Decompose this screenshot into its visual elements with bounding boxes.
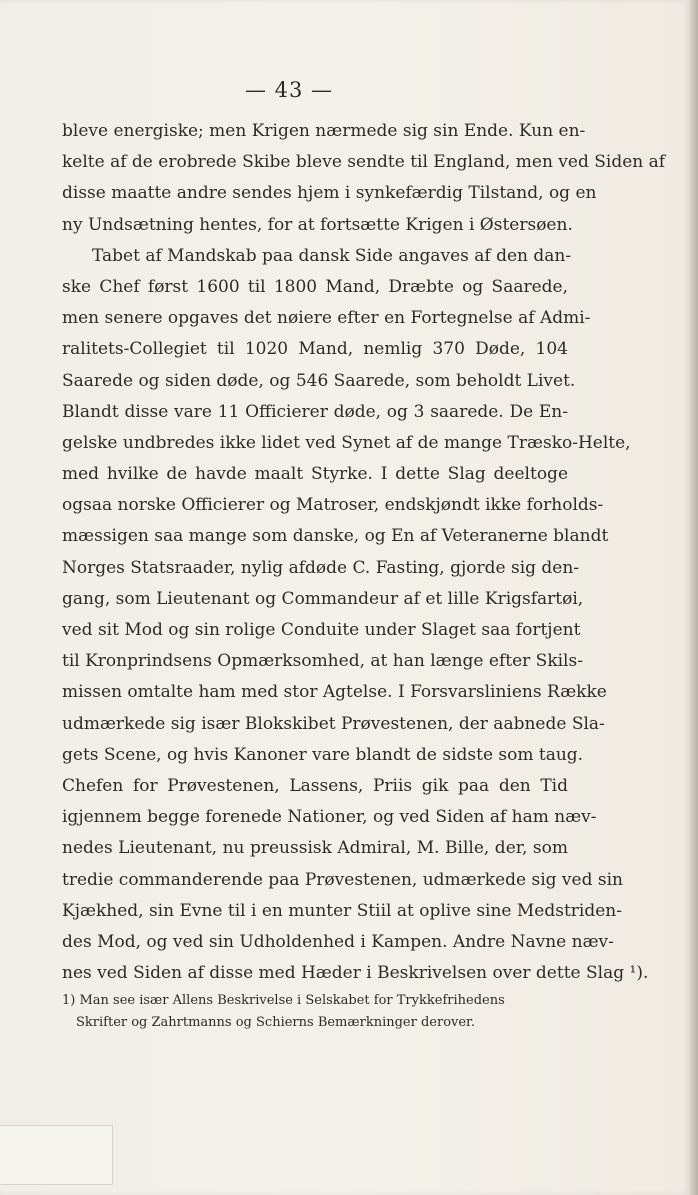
text-line: til Kronprindsens Opmærksomhed, at han længe efter Skils-: [62, 651, 583, 672]
text-line: ny Undsætning hentes, for at fortsætte Krigen i Østersøen.: [62, 214, 573, 235]
footnote-line: Skrifter og Zahrtmanns og Schierns Bemærkninger derover.: [76, 1015, 475, 1030]
text-line: nes ved Siden af disse med Hæder i Beskrivelsen over dette Slag ¹).: [62, 963, 649, 984]
text-line: missen omtalte ham med stor Agtelse. I Forsvarsliniens Række: [62, 682, 607, 703]
footnote-line: 1) Man see især Allens Beskrivelse i Selskabet for Trykkefrihedens: [62, 993, 505, 1008]
text-line: Norges Statsraader, nylig afdøde C. Fasting, gjorde sig den-: [62, 557, 580, 578]
text-line: Tabet af Mandskab paa dansk Side angaves af den dan-: [92, 245, 572, 266]
text-line: ogsaa norske Officierer og Matroser, endskjøndt ikke forholds-: [62, 495, 604, 516]
body-text: [62, 116, 666, 989]
text-line: des Mod, og ved sin Udholdenhed i Kampen. Andre Navne næv-: [62, 931, 614, 952]
text-line: disse maatte andre sendes hjem i synkefærdig Tilstand, og en: [62, 183, 597, 204]
text-line: men senere opgaves det nøiere efter en Fortegnelse af Admi-: [62, 308, 591, 329]
text-line: kelte af de erobrede Skibe bleve sendte til England, men ved Siden af: [62, 152, 666, 173]
text-line: ralitets-Collegiet til 1020 Mand, nemlig 370 Døde, 104: [62, 339, 568, 360]
text-line: Saarede og siden døde, og 546 Saarede, som beholdt Livet.: [62, 370, 576, 391]
text-line: tredie commanderende paa Prøvestenen, udmærkede sig ved sin: [62, 869, 623, 890]
text-line: gets Scene, og hvis Kanoner vare blandt de sidste som taug.: [62, 744, 584, 765]
text-line: udmærkede sig især Blokskibet Prøvestenen, der aabnede Sla-: [62, 713, 605, 734]
page-edge: [690, 0, 698, 1195]
text-line: gelske undbredes ikke lidet ved Synet af de mange Træsko-Helte,: [62, 432, 631, 453]
text-line: Blandt disse vare 11 Officierer døde, og 3 saarede. De En-: [62, 401, 568, 422]
text-line: nedes Lieutenant, nu preussisk Admiral, M. Bille, der, som: [62, 838, 568, 859]
text-line: mæssigen saa mange som danske, og En af Veteranerne blandt: [62, 526, 609, 547]
text-line: gang, som Lieutenant og Commandeur af et lille Krigsfartøi,: [62, 588, 584, 609]
text-line: igjennem begge forenede Nationer, og ved Siden af ham næv-: [62, 807, 597, 828]
page-tab: [0, 1125, 113, 1185]
text-line: bleve energiske; men Krigen nærmede sig sin Ende. Kun en-: [62, 121, 586, 141]
page-number: — 43 —: [244, 78, 334, 102]
text-line: ske Chef først 1600 til 1800 Mand, Dræbte og Saarede,: [62, 276, 568, 297]
footnote: [62, 990, 568, 1034]
text-line: med hvilke de havde maalt Styrke. I dette Slag deeltoge: [62, 464, 568, 485]
text-line: Kjækhed, sin Evne til i en munter Stiil at oplive sine Medstriden-: [62, 900, 622, 921]
text-line: Chefen for Prøvestenen, Lassens, Priis gik paa den Tid: [62, 775, 568, 796]
text-line: ved sit Mod og sin rolige Conduite under Slaget saa fortjent: [62, 620, 581, 640]
